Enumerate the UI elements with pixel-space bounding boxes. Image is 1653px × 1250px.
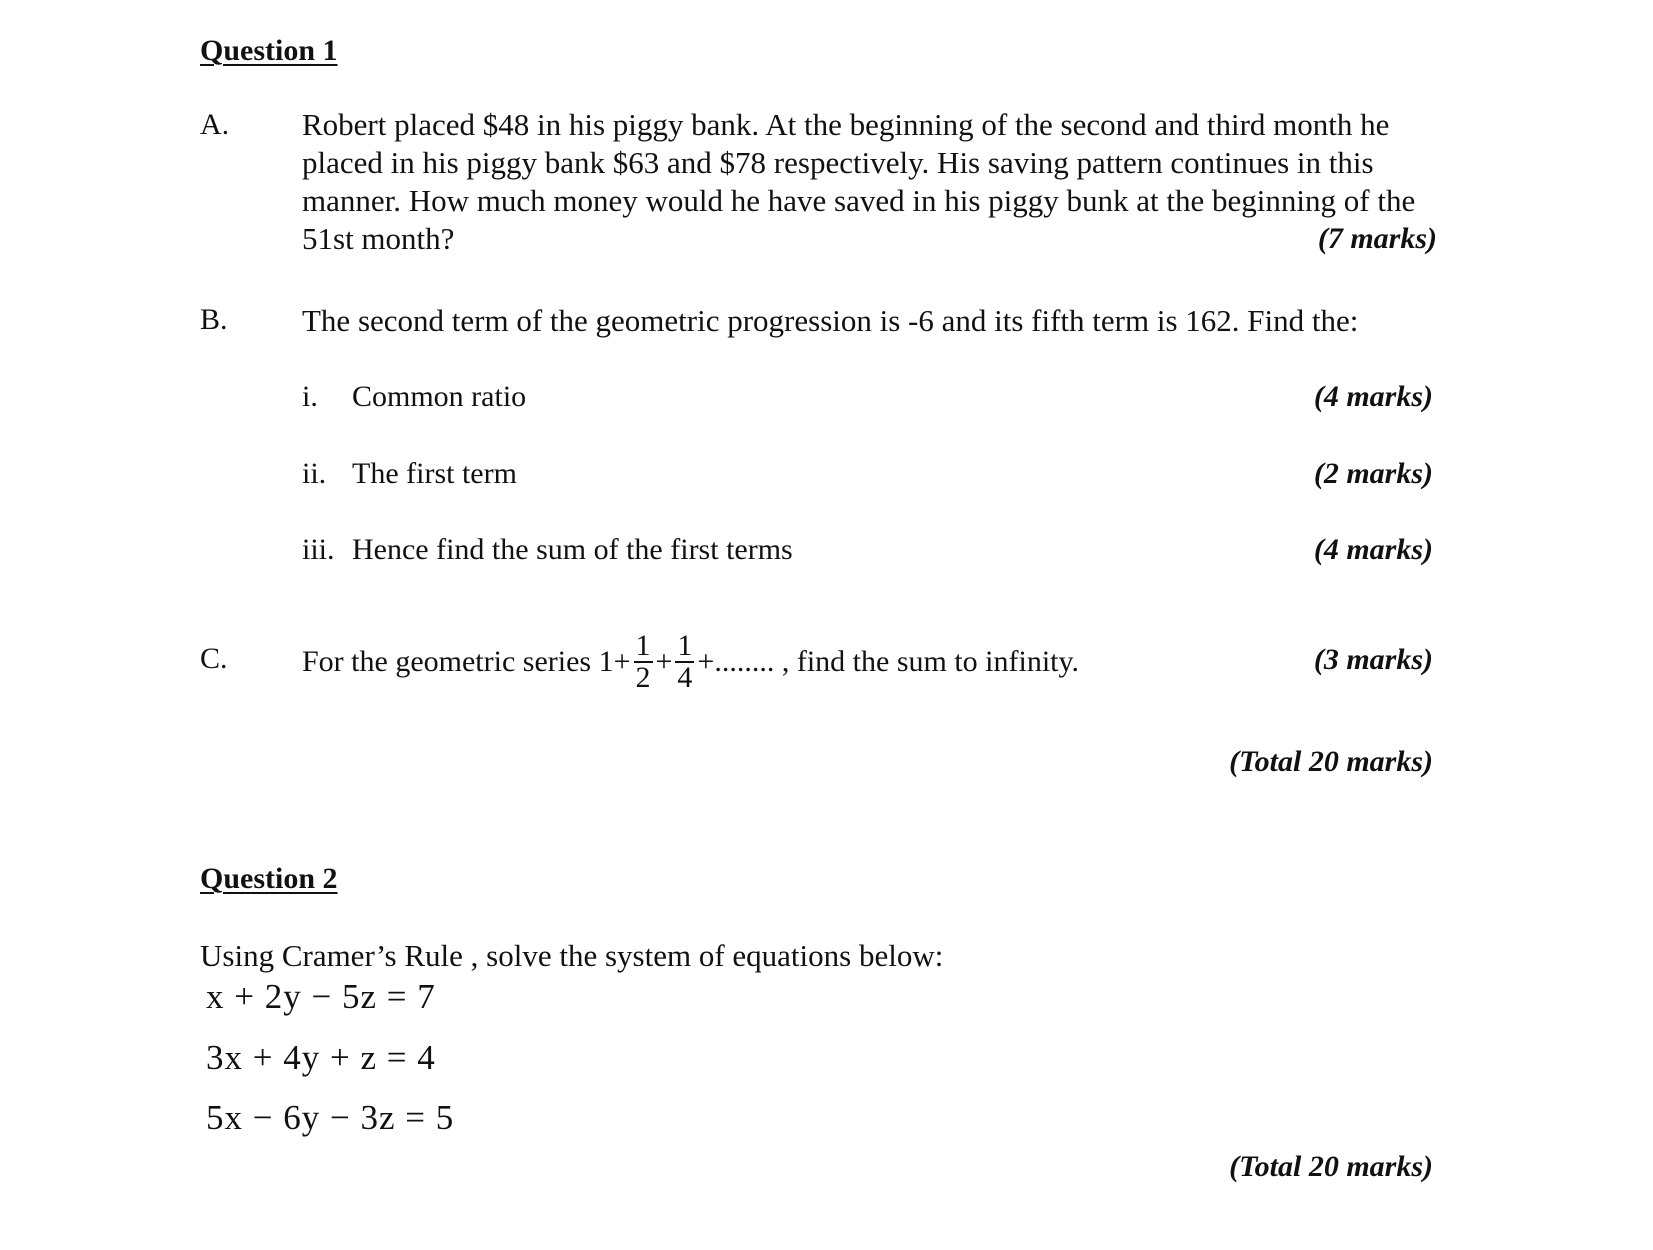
part-a-paragraph xyxy=(302,106,1437,258)
part-b-item-i xyxy=(302,380,526,414)
part-b-item-i-marks: (4 marks) xyxy=(1313,380,1433,413)
part-b-item-ii-text: The first term xyxy=(352,457,517,490)
part-b-label: B. xyxy=(200,303,228,336)
part-a-label: A. xyxy=(200,108,230,141)
part-c-series xyxy=(302,622,1079,702)
equation-1: x + 2y − 5z = 7 xyxy=(206,977,436,1016)
part-a-line-1: Robert placed $48 in his piggy bank. At the beginning of the second and third month he xyxy=(302,107,1390,142)
question-1-heading: Question 1 xyxy=(200,34,338,67)
part-b-item-ii-number: ii. xyxy=(302,457,327,490)
fraction-one-half-denominator: 2 xyxy=(635,661,651,694)
part-a-marks: (7 marks) xyxy=(1317,222,1437,255)
part-b-item-iii xyxy=(302,533,793,567)
question-2-instruction: Using Cramer’s Rule , solve the system of equations below: xyxy=(200,938,944,973)
question-2-heading: Question 2 xyxy=(200,862,338,895)
fraction-one-quarter xyxy=(675,631,694,693)
part-b-item-i-text: Common ratio xyxy=(352,380,527,413)
fraction-one-quarter-numerator: 1 xyxy=(677,629,693,662)
equation-2: 3x + 4y + z = 4 xyxy=(206,1038,436,1077)
part-c-marks: (3 marks) xyxy=(1313,643,1433,676)
part-b-item-iii-text: Hence find the sum of the first terms xyxy=(352,533,793,566)
fraction-one-half xyxy=(634,631,653,693)
part-a-line-4: 51st month? xyxy=(302,221,455,256)
part-c-label: C. xyxy=(200,642,228,675)
fraction-one-quarter-denominator: 4 xyxy=(677,661,693,694)
part-a-line-2: placed in his piggy bank $63 and $78 respectively. His saving pattern continues in this xyxy=(302,145,1374,180)
equation-3: 5x − 6y − 3z = 5 xyxy=(206,1098,455,1137)
part-b-item-ii xyxy=(302,457,517,491)
part-c-suffix: +........ , find the sum to infinity. xyxy=(697,645,1080,678)
part-a-last-line xyxy=(302,220,1437,258)
question-2-total: (Total 20 marks) xyxy=(1229,1150,1433,1183)
part-c-prefix: For the geometric series 1+ xyxy=(302,645,631,678)
part-b-item-iii-marks: (4 marks) xyxy=(1313,533,1433,566)
fraction-one-half-numerator: 1 xyxy=(635,629,651,662)
part-a-line-3: manner. How much money would he have saved in his piggy bunk at the beginning of the xyxy=(302,183,1416,218)
part-b-question: The second term of the geometric progression is -6 and its fifth term is 162. Find the: xyxy=(302,303,1359,338)
part-b-item-ii-marks: (2 marks) xyxy=(1313,457,1433,490)
part-c-plus: + xyxy=(655,645,673,678)
part-b-item-i-number: i. xyxy=(302,380,318,413)
question-1-total: (Total 20 marks) xyxy=(1229,745,1433,778)
part-b-item-iii-number: iii. xyxy=(302,533,335,566)
